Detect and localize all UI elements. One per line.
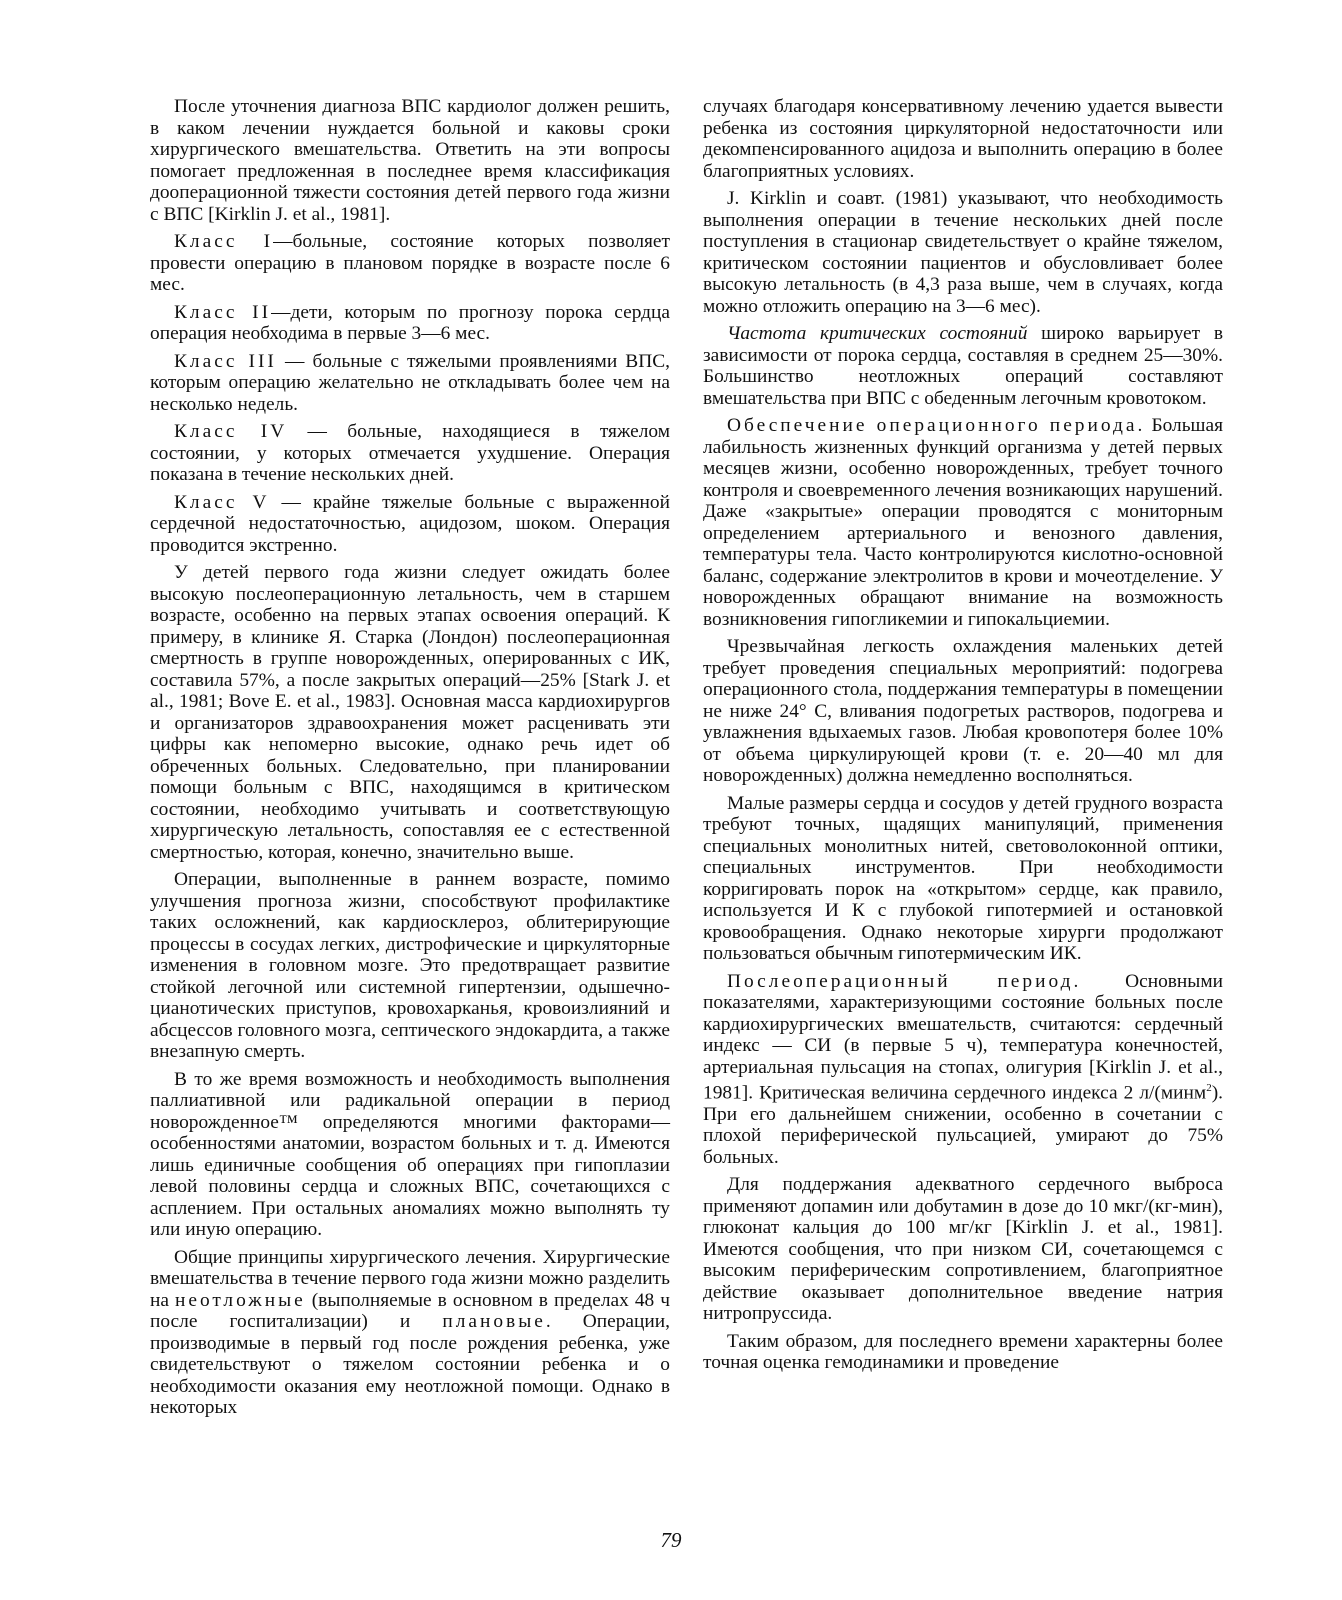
- paragraph-kirklin: J. Kirklin и соавт. (1981) указывают, что необходимость выполнения операции в течение нескольких дней после поступления в стационар свидетельствует о крайне тяжелом, критическом состоянии пациентов и обусловливает более высокую летальность (в 4,3 раза выше, чем в случаях, когда можно отложить операцию на 3—6 мес).: [703, 188, 1223, 317]
- class-3-label: Класс III: [174, 350, 277, 372]
- postoperative-text-a: Основными показателями, характеризующими состояние больных после кардиохирургических вмешательств, считаются: сердечный индекс — СИ (в первые 5 ч), температура конечностей, артериальная пульсация на стопах, олигурия [Kirklin J. et al., 1981]. Критическая величина сердечного индекса 2 л/(минм: [703, 970, 1223, 1104]
- paragraph-mortality: У детей первого года жизни следует ожидать более высокую послеоперационную летальность, чем в старшем возрасте, особенно на первых этапах освоения операций. К примеру, в клинике Я. Старка (Лондон) послеоперационная смертность в группе новорожденных, оперированных с ИК, составила 57%, а после закрытых операций—25% [Stark J. et al., 1981; Bove E. et al., 1983]. Основная масса кардиохирургов и организаторов здравоохранения может расценивать эти цифры как непомерно высокие, однако речь идет об обреченных больных. Следовательно, при планировании помощи больным с ВПС, находящимся в критическом состоянии, необходимо учитывать и соответствующую хирургическую летальность, сопоставляя ее с естественной смертностью, которая, конечно, значительно выше.: [150, 562, 670, 863]
- paragraph-cardiac-output: Для поддержания адекватного сердечного выброса применяют допамин или добутамин в дозе до 10 мкг/(кг-мин), глюконат кальция до 100 мг/кг [Kirklin J. et al., 1981]. Имеются сообщения, что при низком СИ, сочетающемся с высоким периферическим сопротивлением, благоприятное действие оказывает дополнительное введение натрия нитропруссида.: [703, 1174, 1223, 1325]
- class-2-label: Класс II: [174, 301, 272, 323]
- paragraph-cooling: Чрезвычайная легкость охлаждения маленьких детей требует проведения специальных мероприятий: подогрева операционного стола, поддержания температуры в помещении не ниже 24° С, вливания подогретых растворов, подогрева и увлажнения вдыхаемых газов. Любая кровопотеря более 10% от объема циркулирующей крови (т. е. 20—40 мл для новорожденных) должна немедленно восполняться.: [703, 636, 1223, 786]
- paragraph-manipulations: Малые размеры сердца и сосудов у детей грудного возраста требуют точных, щадящих манипуляций, применения специальных монолитных нитей, световолоконной оптики, специальных инструментов. При необходимости корригировать порок на «открытом» сердце, как правило, используется И К с глубокой гипотермией и остановкой кровообращения. Однако некоторые хирурги продолжают пользоваться обычным гипотермическим ИК.: [703, 792, 1223, 964]
- term-planned: плановые: [442, 1311, 546, 1332]
- principles-text-b: (выполняемые в основном в пределах 48 ч после госпитализации) и: [150, 1289, 670, 1332]
- class-3-text: — больные с тяжелыми проявлениями ВПС, которым операцию желательно не откладывать более чем на несколько недель.: [150, 350, 670, 415]
- postoperative-heading: Послеоперационный период.: [727, 970, 1082, 992]
- class-1-item: [150, 231, 670, 296]
- page-number: 79: [660, 1528, 682, 1552]
- paragraph-operative-support: [703, 415, 1223, 630]
- class-4-label: Класс IV: [174, 421, 288, 442]
- class-3-item: [150, 351, 670, 416]
- class-5-label: Класс V: [174, 491, 270, 513]
- right-column: [703, 96, 1223, 1380]
- paragraph-diagnosis: После уточнения диагноза ВПС кардиолог должен решить, в каком лечении нуждается больной и каковы сроки хирургического вмешательства. Ответить на эти вопросы помогает предложенная в последнее время классификация дооперационной тяжести состояния детей первого года жизни с ВПС [Kirklin J. et al., 1981].: [150, 96, 670, 225]
- paragraph-palliative: В то же время возможность и необходимость выполнения паллиативной или радикальной операции в период новорожденное™ определяются многими факторами— особенностями анатомии, возрастом больных и т. д. Имеются лишь единичные сообщения об операциях при гипоплазии левой половины сердца и сложных ВПС, сочетающихся с асплением. При остальных аномалиях можно выполнять ту или иную операцию.: [150, 1068, 670, 1240]
- left-column: [150, 96, 670, 1425]
- class-1-text: —больные, состояние которых позволяет провести операцию в плановом порядке в возрасте после 6 мес.: [150, 231, 670, 295]
- term-urgent: неотложные: [175, 1289, 306, 1311]
- paragraph-early-operations: Операции, выполненные в раннем возрасте, помимо улучшения прогноза жизни, способствуют профилактике таких осложнений, как кардиосклероз, облитерирующие процессы в сосудах легких, дистрофические и циркуляторные изменения в головном мозге. Это предотвращает развитие стойкой легочной или системной гипертензии, одышечно-цианотических приступов, кровохарканья, кровоизлияний и абсцессов головного мозга, септического эндокардита, а также внезапную смерть.: [150, 869, 670, 1062]
- paragraph-critical-frequency: [703, 323, 1223, 409]
- class-5-text: — крайне тяжелые больные с выраженной сердечной недостаточностью, ацидозом, шоком. Операция проводится экстренно.: [150, 491, 671, 556]
- paragraph-postoperative: [703, 971, 1223, 1169]
- class-2-item: [150, 302, 670, 345]
- principles-text-c: . Операции, производимые в первый год после рождения ребенка, уже свидетельствуют о тяжелом состоянии ребенка и о необходимости оказания ему неотложной помощи. Однако в некоторых: [150, 1311, 670, 1418]
- class-5-item: [150, 492, 670, 557]
- critical-frequency-text: широко варьирует в зависимости от порока сердца, составляя в среднем 25—30%. Большинство неотложных операций составляют вмешательства при ВПС с обеденным легочным кровотоком.: [703, 323, 1223, 409]
- paragraph-conclusion: Таким образом, для последнего времени характерны более точная оценка гемодинамики и проведение: [703, 1330, 1223, 1374]
- superscript-two: 2: [1206, 1082, 1212, 1094]
- paragraph-surgical-principles: [150, 1247, 670, 1419]
- principles-text-a: Общие принципы хирургического лечения. Хирургические вмешательства в течение первого года жизни можно разделить на: [150, 1246, 670, 1311]
- class-2-text: —дети, которым по прогнозу порока сердца операция необходима в первые 3—6 мес.: [150, 301, 670, 344]
- class-1-label: Класс I: [174, 231, 274, 252]
- paragraph-continuation: случаях благодаря консервативному лечению удается вывести ребенка из состояния циркуляторной недостаточности или декомпенсированного ацидоза и выполнить операцию в более благоприятных условиях.: [703, 96, 1223, 182]
- class-4-text: — больные, находящиеся в тяжелом состоянии, у которых отмечается ухудшение. Операция показана в течение нескольких дней.: [150, 421, 670, 485]
- operative-support-heading: Обеспечение операционного периода.: [727, 415, 1146, 436]
- postoperative-text-b: ). При его дальнейшем снижении, особенно в сочетании с плохой периферической пульсацией, умирают до 75% больных.: [703, 1082, 1223, 1168]
- operative-support-text: Большая лабильность жизненных функций организма у детей первых месяцев жизни, особенно новорожденных, требует точного контроля и своевременного лечения возникающих нарушений. Даже «закрытые» операции проводятся с мониторным определением артериального и венозного давления, температуры тела. Часто контролируются кислотно-основной баланс, содержание электролитов в крови и мочеотделение. У новорожденных обращают внимание на возможность возникновения гипогликемии и гипокальциемии.: [703, 415, 1223, 630]
- critical-frequency-term: Частота критических состояний: [727, 323, 1028, 344]
- class-4-item: [150, 421, 670, 486]
